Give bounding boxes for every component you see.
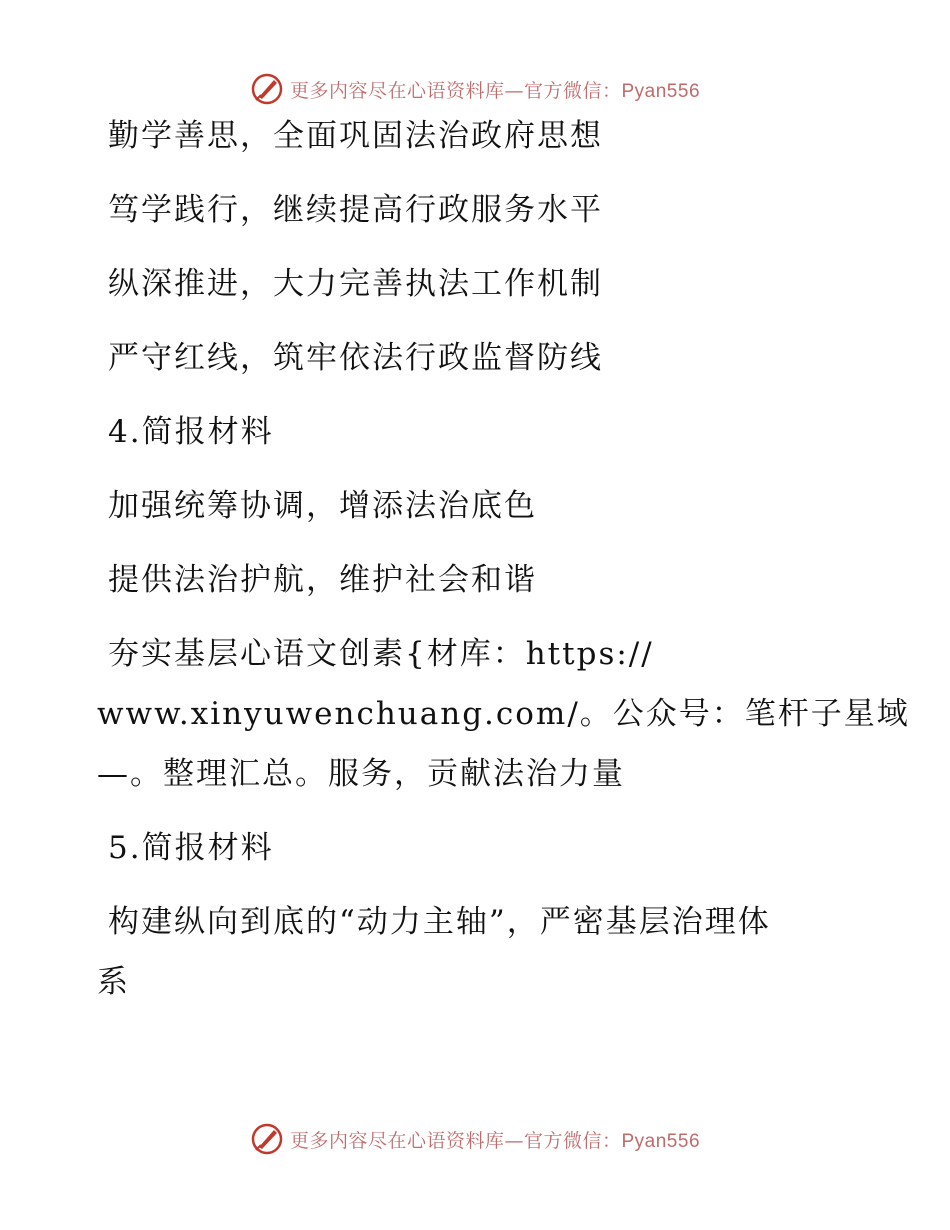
quill-logo-icon — [250, 72, 284, 106]
body-line-4: 严守红线，筑牢依法行政监督防线 — [108, 340, 603, 376]
body-line-9: www.xinyuwenchuang.com/。公众号：笔杆子星域 — [97, 696, 910, 732]
body-line-13: 系 — [97, 964, 130, 1000]
footer-brand — [290, 1126, 700, 1153]
header-brand-handle: Pyan556 — [621, 80, 701, 102]
body-line-1: 勤学善思，全面巩固法治政府思想 — [108, 118, 603, 154]
quill-logo-icon — [250, 1122, 284, 1156]
header-brand-text: 更多内容尽在心语资料库—官方微信： — [289, 79, 622, 102]
body-line-8: 夯实基层心语文创素{材库：https:// — [108, 636, 654, 672]
body-line-10: —。整理汇总。服务，贡献法治力量 — [97, 756, 625, 792]
body-line-2: 笃学践行，继续提高行政服务水平 — [108, 192, 603, 228]
body-line-3: 纵深推进，大力完善执法工作机制 — [108, 266, 603, 302]
body-line-7: 提供法治护航，维护社会和谐 — [108, 562, 537, 598]
page-footer — [0, 1122, 950, 1156]
body-line-12: 构建纵向到底的“动力主轴”，严密基层治理体 — [108, 904, 771, 940]
footer-brand-handle: Pyan556 — [621, 1130, 701, 1152]
body-line-6: 加强统筹协调，增添法治底色 — [108, 488, 537, 524]
footer-brand-text: 更多内容尽在心语资料库—官方微信： — [289, 1129, 622, 1152]
header-brand — [290, 76, 700, 103]
section-heading-4: 4.简报材料 — [108, 414, 274, 450]
section-heading-5: 5.简报材料 — [108, 830, 274, 866]
page-header — [0, 72, 950, 106]
